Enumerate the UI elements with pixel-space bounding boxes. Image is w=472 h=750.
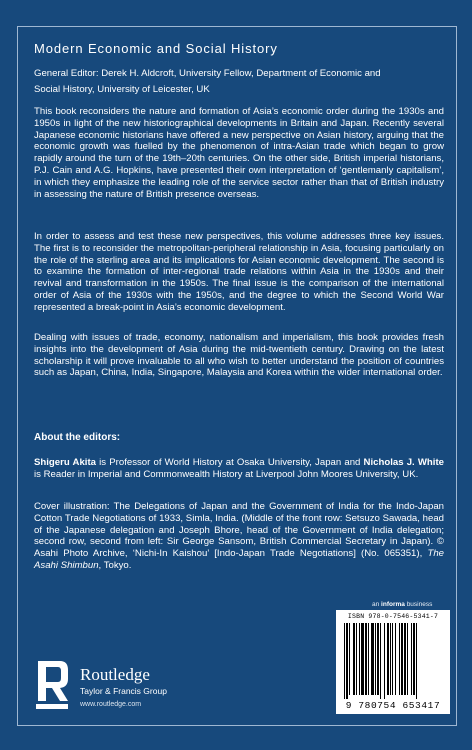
isbn-barcode <box>336 610 450 714</box>
blurb-paragraph-1: This book reconsiders the nature and formation of Asia’s economic order during the 1930s and 1950s in light of the new historiographical developments in Britain and Japan. Recently several Japanese economic historians have offered a new perspective on Asian history, arguing that the economic growth was fuelled by the phenomenon of intra-Asian trade which began to grow rapidly around the turn of the 19th–20th centuries. On the other side, British imperial historians, P.J. Cain and A.G. Hopkins, have presented their own interpretation of ‘gentlemanly capitalism’, in which they emphasize the leading role of the service sector rather than that of British industry in assessing the nature of British presence overseas. <box>34 106 444 200</box>
editor-2-bio: is Reader in Imperial and Commonwealth History at Liverpool John Moores University, UK. <box>34 468 419 480</box>
blurb-paragraph-3: Dealing with issues of trade, economy, nationalism and imperialism, this book provides fresh insights into the development of Asia during the mid-twentieth century. Drawing on the latest scholarship it will prove invaluable to all who wish to better understand the position of countries such as Japan, China, India, Singapore, Malaysia and Korea within the wider international order. <box>34 332 444 379</box>
general-editor-line-2: Social History, University of Leicester, UK <box>34 83 210 95</box>
cover-credit-text: Cover illustration: The Delegations of Japan and the Government of India for the Indo-Japan Cotton Trade Negotiations of 1933, Simla, India. (Middle of the front row: Setsuzo Sawada, head of the Japanese delegation and Joseph Bhore, head of the Government of India delegation; second row, second from left: Sir George Sansom, British Commercial Secretary in Japan). © Asahi Photo Archive, ‘Nichi-In Kaishou’ [Indo-Japan Trade Negotiations] (No. 065351), <box>34 501 444 560</box>
informa-prefix: an <box>372 601 382 608</box>
isbn-text: ISBN 978-0-7546-5341-7 <box>347 613 439 620</box>
publisher-name: Routledge <box>80 665 150 684</box>
series-title: Modern Economic and Social History <box>34 41 278 56</box>
cover-credit-place: , Tokyo. <box>98 559 132 571</box>
barcode-bars <box>344 623 442 699</box>
about-editors-heading: About the editors: <box>34 432 121 443</box>
editor-1-name: Shigeru Akita <box>34 457 96 468</box>
publisher-url[interactable]: www.routledge.com <box>80 701 142 708</box>
editor-1-bio: is Professor of World History at Osaka University, Japan and <box>96 457 364 468</box>
cover-credit-newspaper: The Asahi Shimbun <box>34 548 444 571</box>
blurb-paragraph-2: In order to assess and test these new perspectives, this volume addresses three key issues. The first is to reconsider the metropolitan-peripheral relationship in Asia, focusing particularly on the role of the sterling area and its implications for Asian economic development. The second is to examine the formation of inter-regional trade relations within Asia in the 1930s and their revival and transformation in the 1950s. The final issue is the comparison of the international order of Asia of the 1930s with the 1950s, and the degree to which the Second World War represented a break-point in Asia’s economic development. <box>34 231 444 313</box>
cover-illustration-credit <box>34 501 444 572</box>
informa-suffix: business <box>404 601 433 608</box>
routledge-logo-icon <box>34 657 70 711</box>
barcode-digits: 9 780754 653417 <box>345 700 441 711</box>
informa-brand: informa <box>381 601 405 608</box>
publisher-group: Taylor & Francis Group <box>80 686 167 696</box>
informa-business-tag <box>372 601 432 608</box>
editor-2-name: Nicholas J. White <box>363 457 444 468</box>
about-editors-text <box>34 457 444 481</box>
general-editor-line-1: General Editor: Derek H. Aldcroft, University Fellow, Department of Economic and <box>34 68 381 79</box>
general-editor <box>34 66 444 97</box>
